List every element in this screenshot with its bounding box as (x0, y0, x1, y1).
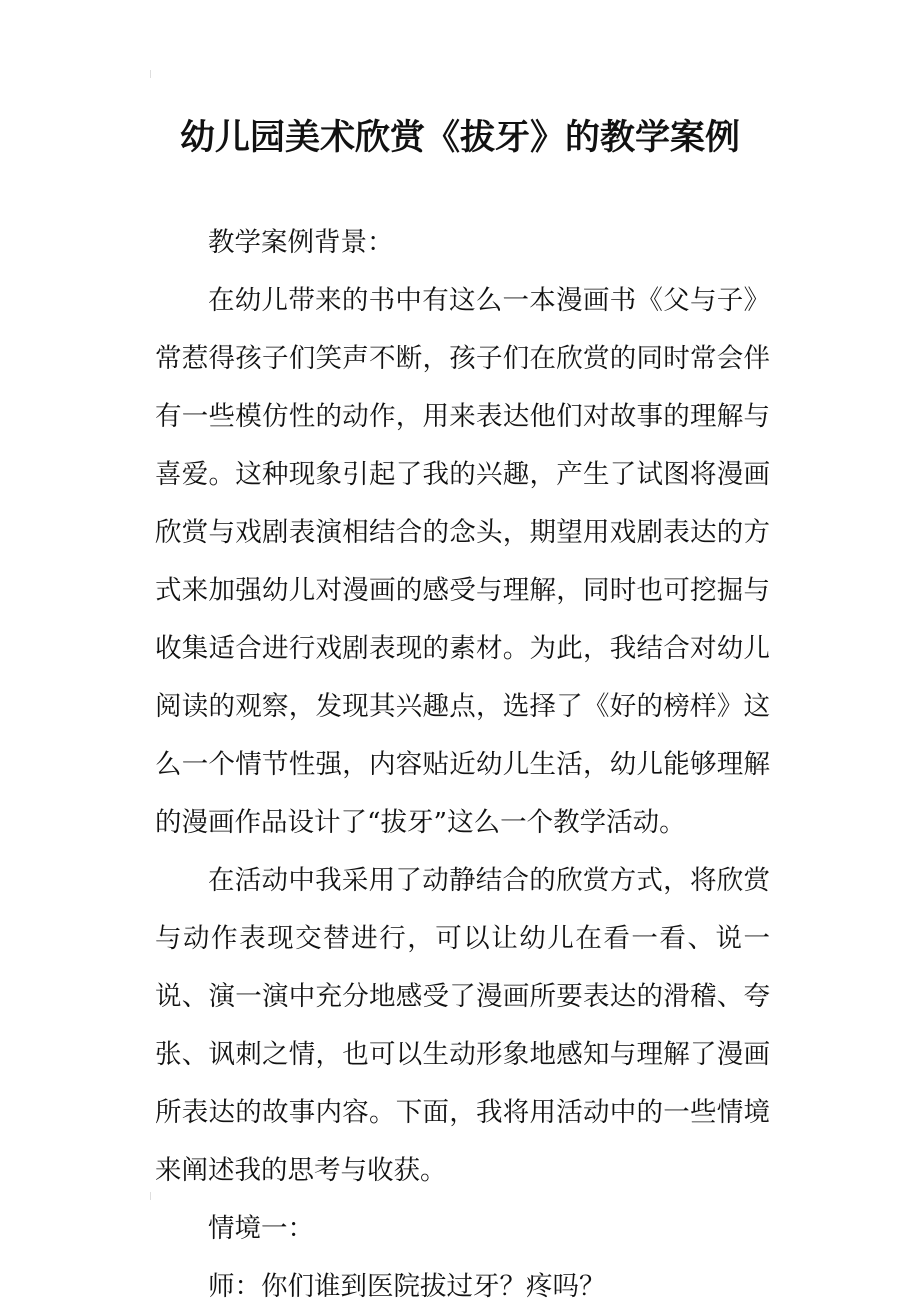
section-heading-scenario-one: 情境一： (208, 1213, 314, 1244)
body-paragraph: 在活动中我采用了动静结合的欣赏方式，将欣赏与动作表现交替进行，可以让幼儿在看一看、说一说、演一演中充分地感受了漫画所要表达的滑稽、夸张、讽刺之情，也可以生动形象地感知与理解了漫画所表达的故事内容。下面，我将用活动中的一些情境来阐述我的思考与收获。 (155, 865, 770, 1186)
document-title: 幼儿园美术欣赏《拔牙》的教学案例 (179, 118, 740, 158)
page-corner-mark (150, 1192, 157, 1200)
document-body (155, 214, 770, 1316)
section-heading-background: 教学案例背景： (208, 227, 394, 258)
body-paragraph: 在幼儿带来的书中有这么一本漫画书《父与子》常惹得孩子们笑声不断，孩子们在欣赏的同时常会伴有一些模仿性的动作，用来表达他们对故事的理解与喜爱。这种现象引起了我的兴趣，产生了试图将漫画欣赏与戏剧表演相结合的念头，期望用戏剧表达的方式来加强幼儿对漫画的感受与理解，同时也可挖掘与收集适合进行戏剧表现的素材。为此，我结合对幼儿阅读的观察，发现其兴趣点，选择了《好的榜样》这么一个情节性强，内容贴近幼儿生活，幼儿能够理解的漫画作品设计了“拔牙”这么一个教学活动。 (155, 285, 770, 838)
page-corner-mark (150, 70, 157, 78)
dialogue-line: 师：你们谁到医院拔过牙？疼吗？ (208, 1271, 606, 1302)
